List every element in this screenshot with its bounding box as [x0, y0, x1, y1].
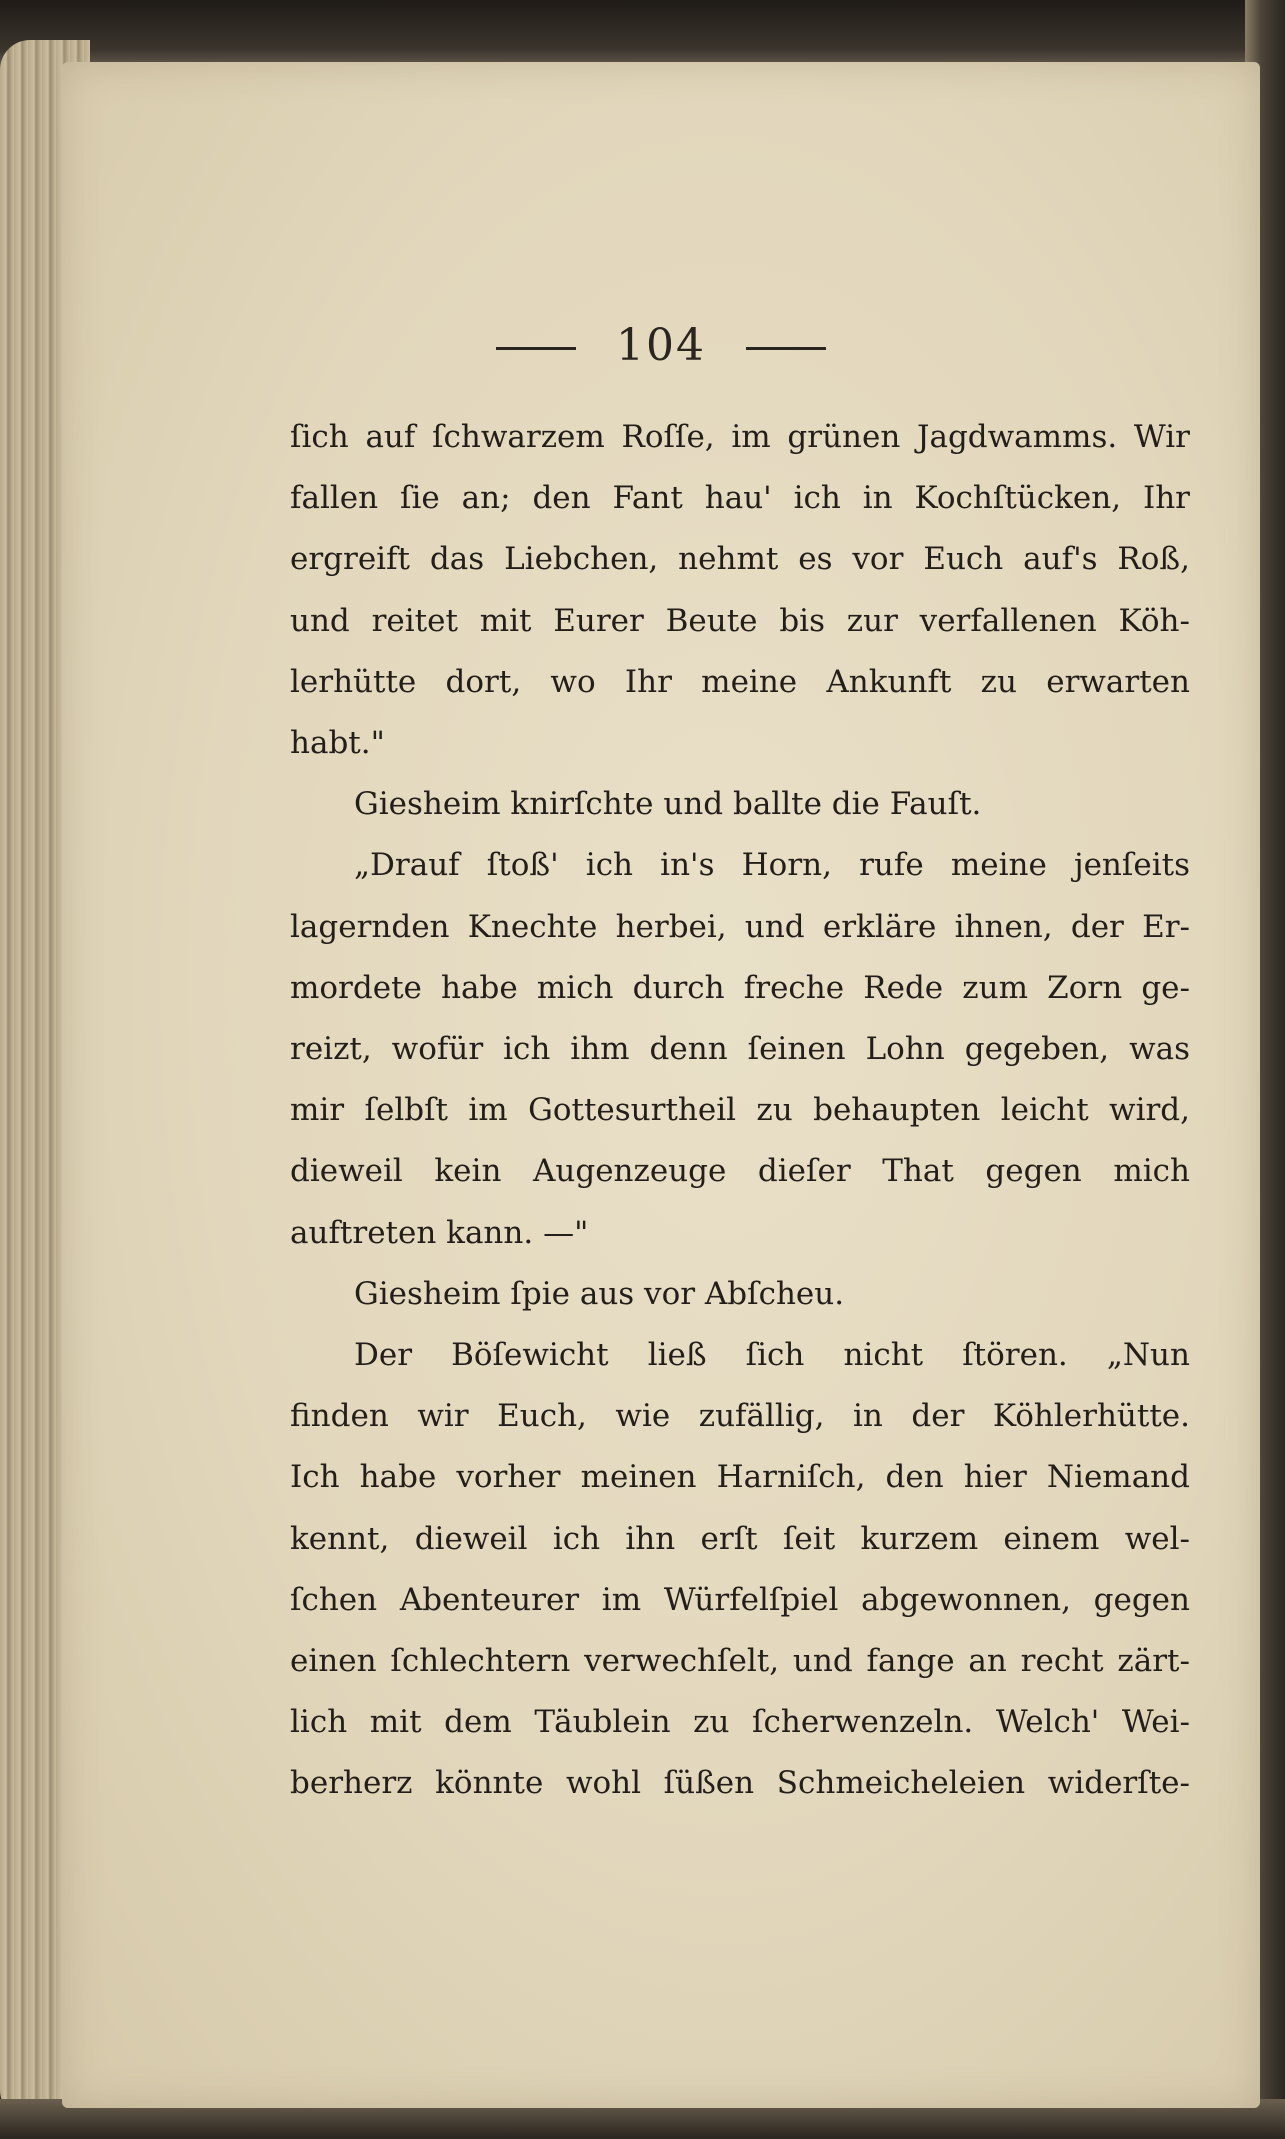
text-line: lich mit dem Täublein zu ſcherwenzeln. Welch' Wei-	[290, 1704, 1190, 1741]
book-binding-top	[0, 0, 1285, 70]
text-line: ſich auf ſchwarzem Roſſe, im grünen Jagdwamms. Wir	[290, 419, 1190, 455]
text-line: finden wir Euch, wie zufällig, in der Köhlerhütte.	[290, 1398, 1190, 1435]
text-line: „Drauf ſtoß' ich in's Horn, rufe meine jenſeits	[354, 847, 1190, 884]
header-dash-left	[496, 347, 576, 350]
page	[62, 62, 1260, 2108]
text-line: mordete habe mich durch freche Rede zum Zorn ge-	[290, 969, 1190, 1006]
text-line: habt."	[290, 725, 385, 762]
text-line: lagernden Knechte herbei, und erkläre ihnen, der Er-	[290, 908, 1190, 945]
text-line: Giesheim ſpie aus vor Abſcheu.	[354, 1275, 845, 1312]
text-line: fallen ſie an; den Fant hau' ich in Kochſtücken, Ihr	[290, 480, 1190, 517]
text-line: Ich habe vorher meinen Harniſch, den hier Niemand	[290, 1459, 1190, 1496]
text-line: kennt, dieweil ich ihn erſt ſeit kurzem einem wel-	[290, 1520, 1190, 1557]
text-line: einen ſchlechtern verwechſelt, und fange an recht zärt-	[290, 1643, 1190, 1680]
header-dash-right	[746, 347, 826, 350]
text-line: dieweil kein Augenzeuge dieſer That gegen mich	[290, 1153, 1190, 1190]
body-text	[290, 407, 1190, 1815]
page-header	[62, 320, 1260, 371]
text-line: lerhütte dort, wo Ihr meine Ankunft zu erwarten	[290, 663, 1190, 700]
text-line: auftreten kann. —"	[290, 1214, 589, 1251]
text-line: Der Böſewicht ließ ſich nicht ſtören. „Nun	[354, 1337, 1190, 1374]
text-line: Giesheim knirſchte und ballte die Fauſt.	[354, 786, 982, 823]
text-line: ſchen Abenteurer im Würfelſpiel abgewonnen, gegen	[290, 1581, 1190, 1618]
text-line: ergreift das Liebchen, nehmt es vor Euch auf's Roß,	[290, 541, 1190, 578]
page-number: 104	[616, 320, 706, 371]
text-line: reizt, wofür ich ihm denn ſeinen Lohn gegeben, was	[290, 1031, 1190, 1068]
text-line: und reitet mit Eurer Beute bis zur verfallenen Köh-	[290, 602, 1190, 639]
text-line: mir ſelbſt im Gottesurtheil zu behaupten leicht wird,	[290, 1092, 1190, 1129]
text-line: berherz könnte wohl ſüßen Schmeicheleien widerſte-	[290, 1765, 1190, 1802]
